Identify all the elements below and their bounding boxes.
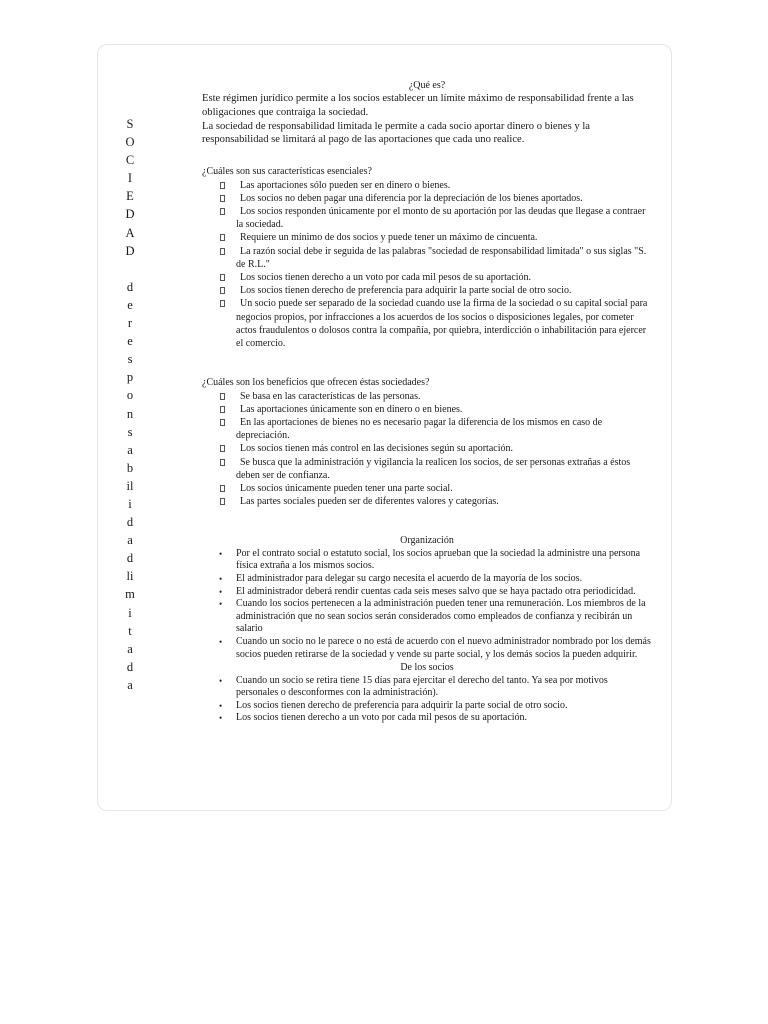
- side-title-char: b: [126, 460, 134, 475]
- checkbox-bullet-icon: [220, 445, 225, 452]
- list-item: Los socios únicamente pueden tener una parte social.: [202, 482, 652, 495]
- document-content: [202, 79, 652, 725]
- section-question: ¿Cuáles son los beneficios que ofrecen éstas sociedades?: [202, 377, 430, 389]
- intro-section: [202, 79, 652, 147]
- side-title-char: D: [125, 243, 135, 258]
- side-title-char: li: [126, 569, 134, 584]
- list-item: La razón social debe ir seguida de las palabras "sociedad de responsabilidad limitada" o sus siglas "S. de R.L.": [202, 245, 652, 271]
- section-heading: De los socios: [400, 662, 454, 674]
- list-item: • Cuando un socio no le parece o no está de acuerdo con el nuevo administrador nombrado por los demás socios pueden retirarse de la sociedad y vende su parte social, y los demás socios la pueden adquirir.: [219, 636, 651, 660]
- list-item: • Los socios tienen derecho de preferencia para adquirir la parte social de otro socio.: [219, 699, 568, 711]
- checkbox-bullet-icon: [220, 248, 225, 255]
- side-title-char: a: [127, 533, 133, 548]
- side-title-char: C: [125, 153, 135, 168]
- list-item: Las aportaciones sólo pueden ser en dinero o bienes.: [202, 179, 652, 192]
- checkbox-bullet-icon: [220, 393, 225, 400]
- side-title-char: m: [125, 587, 135, 602]
- intro-title: ¿Qué es?: [408, 80, 446, 91]
- side-title-char: A: [125, 225, 135, 240]
- side-title-char: E: [126, 189, 134, 204]
- side-title-char: n: [126, 406, 134, 421]
- list-item: • Los socios tienen derecho a un voto por cada mil pesos de su aportación.: [219, 712, 528, 724]
- bullet-icon: •: [219, 586, 223, 597]
- side-title-char: s: [127, 352, 133, 367]
- side-title-char: o: [126, 388, 134, 403]
- side-title-char: a: [127, 442, 133, 457]
- side-title-char: p: [126, 370, 134, 385]
- side-title-char: s: [127, 424, 133, 439]
- side-title-char: O: [125, 135, 135, 150]
- side-title-char: a: [127, 641, 133, 656]
- bullet-icon: •: [219, 548, 223, 559]
- list-item: • Por el contrato social o estatuto social, los socios aprueban que la sociedad la administre una persona física extraña a los mismos socios.: [219, 547, 641, 572]
- bullet-icon: •: [219, 637, 223, 648]
- checkbox-bullet-icon: [220, 195, 225, 202]
- checkbox-bullet-icon: [220, 498, 225, 505]
- checkbox-bullet-icon: [220, 234, 225, 241]
- checkbox-bullet-icon: [220, 287, 225, 294]
- checkbox-bullet-icon: [220, 300, 225, 307]
- checkbox-bullet-icon: [220, 459, 225, 466]
- list-item: En las aportaciones de bienes no es necesario pagar la diferencia de los mismos en caso de depreciación.: [202, 416, 652, 442]
- bullet-icon: •: [219, 675, 223, 686]
- bullet-icon: •: [219, 713, 223, 724]
- side-title-char: [98, 260, 162, 278]
- side-title-char: I: [127, 171, 133, 186]
- side-title-char: r: [127, 316, 133, 331]
- socios-section: [202, 661, 652, 725]
- bullet-icon: •: [219, 700, 223, 711]
- intro-paragraph: La sociedad de responsabilidad limitada le permite a cada socio aportar dinero o bienes y la responsabilidad se limitará al pago de las aportaciones que cada uno realice.: [202, 120, 590, 146]
- list-item: Los socios no deben pagar una diferencia por la depreciación de los bienes aportados.: [202, 192, 652, 205]
- list-item: • Cuando un socio se retira tiene 15 días para ejercitar el derecho del tanto. Ya sea por motivos personales o desconformes con la administración).: [219, 674, 608, 699]
- side-title-char: S: [126, 117, 134, 131]
- organizacion-list: [202, 548, 652, 661]
- checkbox-bullet-icon: [220, 419, 225, 426]
- beneficios-list: [202, 390, 652, 509]
- side-title-char: e: [127, 334, 133, 349]
- document-page: [97, 44, 672, 811]
- side-title-char: d: [126, 279, 134, 294]
- checkbox-bullet-icon: [220, 208, 225, 215]
- list-item: Se basa en las características de las personas.: [202, 390, 652, 403]
- checkbox-bullet-icon: [220, 274, 225, 281]
- list-item: Los socios tienen más control en las decisiones según su aportación.: [202, 442, 652, 455]
- checkbox-bullet-icon: [220, 406, 225, 413]
- list-item: • El administrador deberá rendir cuentas cada seis meses salvo que se haya pactado otra periodicidad.: [219, 585, 636, 597]
- list-item: Los socios responden únicamente por el monto de su aportación por las deudas que llegase a contraer la sociedad.: [202, 205, 652, 231]
- list-item: Las partes sociales pueden ser de diferentes valores y categorías.: [202, 495, 652, 508]
- list-item: • El administrador para delegar su cargo necesita el acuerdo de la mayoría de los socios.: [219, 573, 583, 585]
- list-item: Los socios tienen derecho a un voto por cada mil pesos de su aportación.: [202, 271, 652, 284]
- organizacion-section: [202, 534, 652, 661]
- side-title-char: i: [128, 605, 132, 620]
- bullet-icon: •: [219, 599, 223, 610]
- side-title-char: i: [128, 496, 132, 511]
- side-title-char: d: [126, 515, 134, 530]
- section-heading: Organización: [400, 535, 454, 547]
- side-title-char: d: [126, 659, 134, 674]
- side-title-char: e: [127, 297, 133, 312]
- list-item: Requiere un mínimo de dos socios y puede tener un máximo de cincuenta.: [202, 231, 652, 244]
- list-item: Las aportaciones únicamente son en dinero o en bienes.: [202, 403, 652, 416]
- side-title-char: D: [125, 207, 135, 222]
- checkbox-bullet-icon: [220, 182, 225, 189]
- list-item: Se busca que la administración y vigilancia la realicen los socios, de ser personas extrañas a éstos deben ser de confianza.: [202, 456, 652, 482]
- caracteristicas-list: [202, 179, 652, 351]
- side-vertical-title: [98, 115, 162, 694]
- list-item: Un socio puede ser separado de la sociedad cuando use la firma de la sociedad o su capital social para negocios propios, por infracciones a los acuerdos de los socios o disposiciones legales, por cometer actos fraudulentos o dolosos contra la compañía, por quiebra, interdicción o inhabilitación para ejercer el comercio.: [202, 297, 652, 350]
- checkbox-bullet-icon: [220, 485, 225, 492]
- section-question: ¿Cuáles son sus características esenciales?: [202, 166, 372, 178]
- beneficios-section: [202, 376, 652, 508]
- caracteristicas-section: [202, 165, 652, 350]
- bullet-icon: •: [219, 574, 223, 585]
- intro-paragraph: Este régimen jurídico permite a los socios establecer un límite máximo de responsabilidad frente a las obligaciones que contraiga la sociedad.: [202, 93, 634, 118]
- side-title-char: d: [126, 551, 134, 566]
- socios-list: [202, 675, 652, 725]
- side-title-char: a: [127, 677, 133, 692]
- list-item: • Cuando los socios pertenecen a la administración pueden tener una remuneración. Los miembros de la administración que no sean socios serán considerados como empleados de confianza y recibirán un salario: [219, 598, 646, 635]
- list-item: Los socios tienen derecho de preferencia para adquirir la parte social de otro socio.: [202, 284, 652, 297]
- side-title-char: il: [126, 478, 134, 493]
- side-title-char: t: [128, 623, 132, 638]
